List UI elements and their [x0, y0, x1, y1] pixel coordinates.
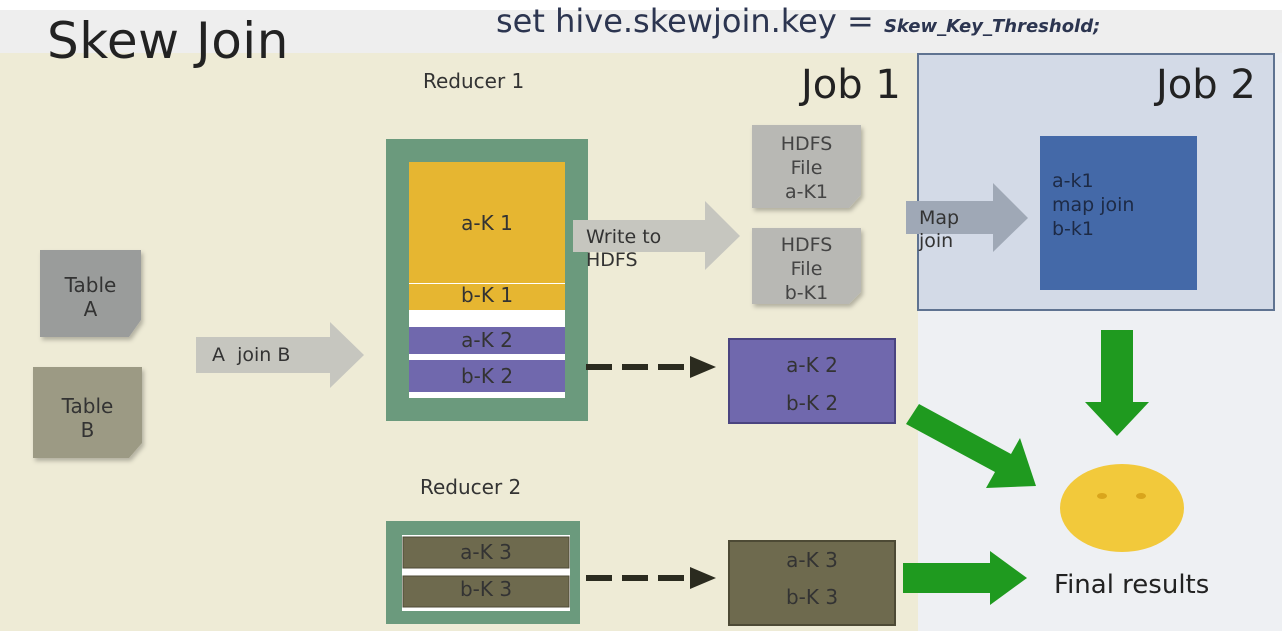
bar-b-k1-label: b-K 1	[460, 283, 514, 307]
map-join-label: Map join	[919, 207, 960, 252]
hdfs-file-a-label: HDFS File a-K1	[780, 133, 833, 203]
table-a-label: Table A	[64, 273, 117, 321]
dashed-arrow-k3	[586, 567, 716, 589]
table-b-label: Table B	[61, 394, 114, 442]
bar-a-k3-label: a-K 3	[460, 540, 512, 564]
green-arrow-diagonal	[906, 404, 1036, 488]
bar-b-k3-label: b-K 3	[459, 577, 513, 601]
bar-a-k1-label: a-K 1	[461, 210, 513, 235]
job2-label: Job 2	[1156, 62, 1256, 108]
k3-box-line2: b-K 3	[785, 585, 839, 609]
k2-box-line1: a-K 2	[786, 353, 838, 377]
write-to-hdfs-label: Write to HDFS	[586, 226, 662, 271]
page-title: Skew Join	[47, 12, 289, 70]
k2-box-line2: b-K 2	[785, 391, 839, 415]
a-join-b-label: A join B	[212, 344, 291, 366]
green-arrow-right	[903, 551, 1027, 605]
bar-a-k2-label: a-K 2	[461, 327, 513, 352]
hdfs-file-b-label: HDFS File b-K1	[780, 234, 833, 304]
job2-box-label: a-k1 map join b-k1	[1052, 170, 1135, 240]
reducer1-label: Reducer 1	[423, 69, 525, 93]
dashed-arrow-k2	[586, 356, 716, 378]
green-arrow-down	[1085, 330, 1149, 436]
k3-box-line1: a-K 3	[786, 548, 838, 572]
final-results-label: Final results	[1054, 570, 1210, 600]
bar-b-k2-label: b-K 2	[460, 364, 514, 388]
config-code-line: set hive.skewjoin.key = Skew_Key_Threshold;	[496, 2, 1101, 40]
job1-label: Job 1	[801, 62, 901, 108]
final-smiley	[1060, 464, 1184, 552]
reducer2-label: Reducer 2	[420, 475, 522, 499]
